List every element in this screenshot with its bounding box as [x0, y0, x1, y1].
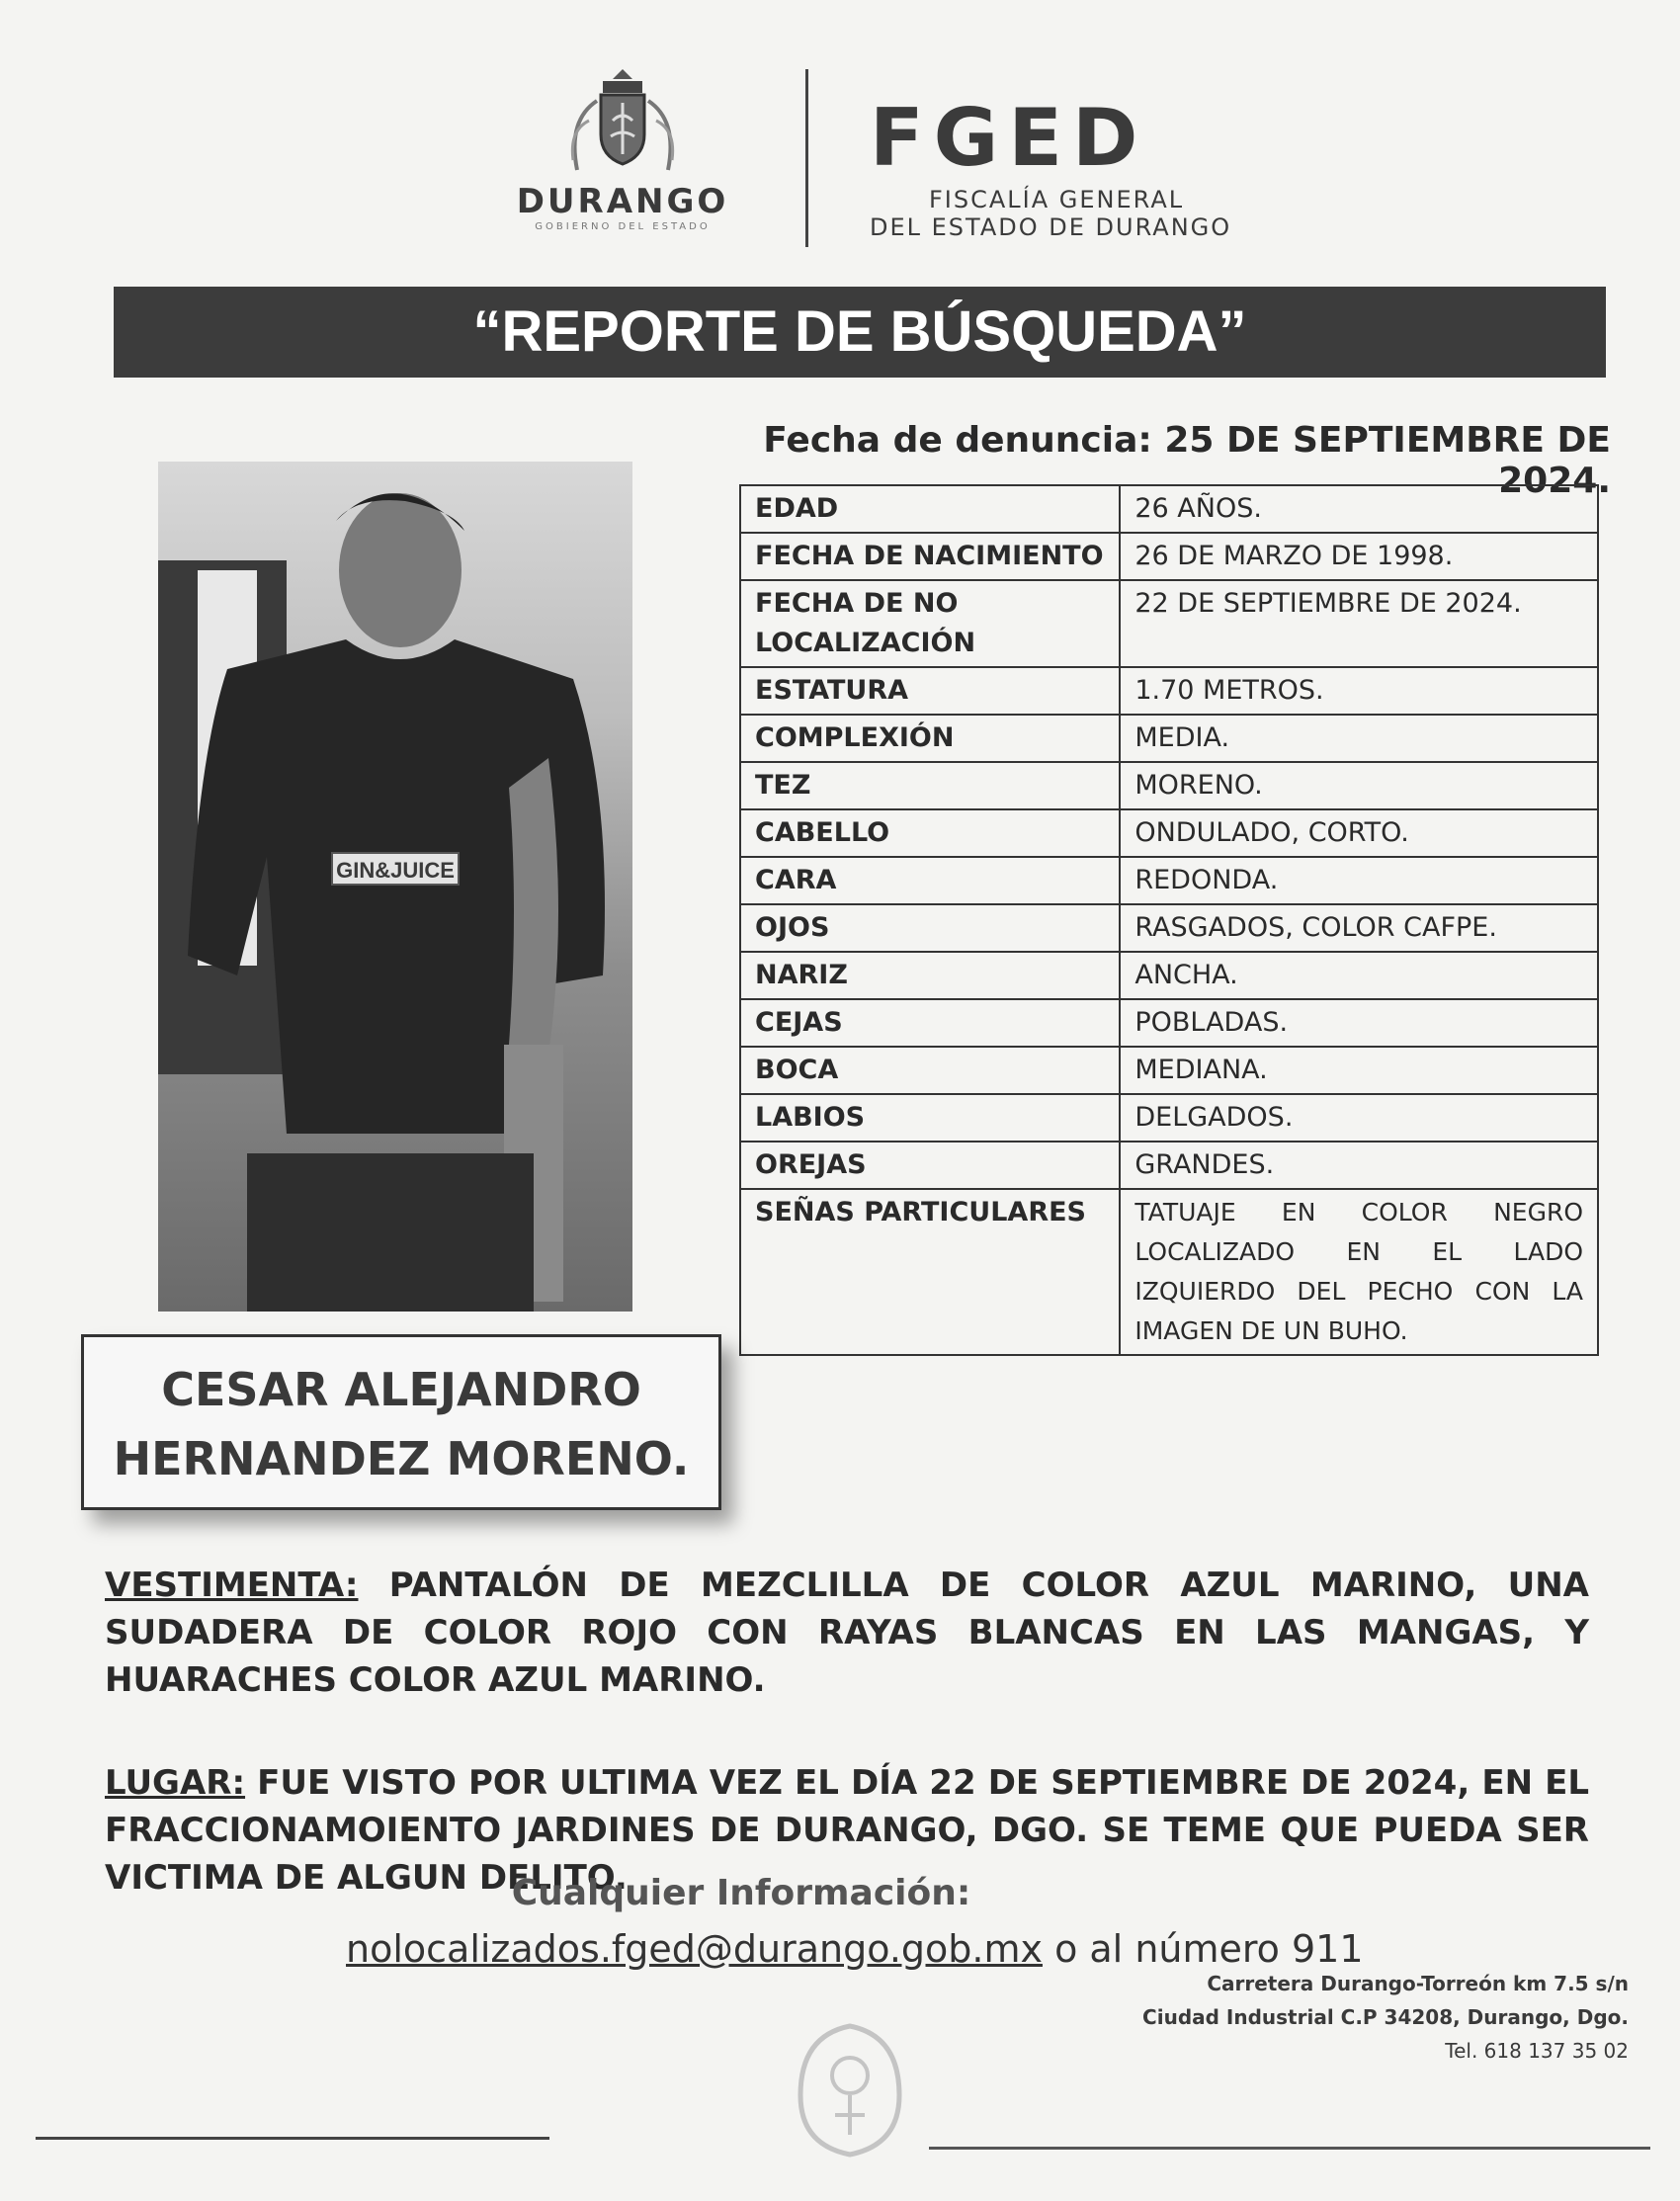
- footer-divider-left: [36, 2137, 549, 2140]
- row-value: REDONDA.: [1120, 857, 1598, 904]
- row-value: RASGADOS, COLOR CAFPE.: [1120, 904, 1598, 952]
- address-phone: Tel. 618 137 35 02: [1445, 2039, 1629, 2063]
- row-value: 1.70 METROS.: [1120, 667, 1598, 715]
- row-value: MEDIA.: [1120, 715, 1598, 762]
- row-value: GRANDES.: [1120, 1142, 1598, 1189]
- contact-line: [346, 1927, 1364, 1971]
- row-value: 26 DE MARZO DE 1998.: [1120, 533, 1598, 580]
- table-row: [740, 1047, 1598, 1094]
- table-row: [740, 580, 1598, 667]
- row-label: CARA: [740, 857, 1120, 904]
- contact-phone-text: o al número 911: [1054, 1927, 1364, 1971]
- fged-subtitle-line1: FISCALÍA GENERAL: [929, 186, 1185, 213]
- row-label: BOCA: [740, 1047, 1120, 1094]
- report-banner: “REPORTE DE BÚSQUEDA”: [114, 287, 1606, 378]
- row-value: TATUAJE EN COLOR NEGRO LOCALIZADO EN EL LADO IZQUIERDO DEL PECHO CON LA IMAGEN DE UN BUHO.: [1120, 1189, 1598, 1355]
- description-table: [739, 484, 1599, 1356]
- name-line-1: CESAR ALEJANDRO: [161, 1363, 641, 1416]
- row-label: SEÑAS PARTICULARES: [740, 1189, 1120, 1355]
- clothing-text: PANTALÓN DE MEZCLILLA DE COLOR AZUL MARINO, UNA SUDADERA DE COLOR ROJO CON RAYAS BLANCAS EN LAS MANGAS, Y HUARACHES COLOR AZUL MARINO.: [105, 1566, 1589, 1700]
- table-row: [740, 533, 1598, 580]
- table-row: [740, 904, 1598, 952]
- footer-divider-right: [929, 2147, 1650, 2150]
- table-row: [740, 857, 1598, 904]
- table-row: [740, 485, 1598, 533]
- row-label: COMPLEXIÓN: [740, 715, 1120, 762]
- table-row: [740, 952, 1598, 999]
- watermark-seal: [781, 2016, 919, 2164]
- fged-title: FGED: [870, 92, 1148, 184]
- table-row: [740, 809, 1598, 857]
- table-row: [740, 1189, 1598, 1355]
- row-label: FECHA DE NO LOCALIZACIÓN: [740, 580, 1120, 667]
- row-value: DELGADOS.: [1120, 1094, 1598, 1142]
- row-value: ANCHA.: [1120, 952, 1598, 999]
- row-label: FECHA DE NACIMIENTO: [740, 533, 1120, 580]
- header-divider: [805, 69, 808, 247]
- row-label: OJOS: [740, 904, 1120, 952]
- row-value: 22 DE SEPTIEMBRE DE 2024.: [1120, 580, 1598, 667]
- shirt-print: GIN&JUICE: [331, 852, 460, 886]
- table-row: [740, 667, 1598, 715]
- durango-subtitle: GOBIERNO DEL ESTADO: [535, 221, 711, 232]
- table-row: [740, 999, 1598, 1047]
- contact-title: Cualquier Información:: [511, 1873, 971, 1913]
- table-row: [740, 1094, 1598, 1142]
- person-photo: [158, 462, 632, 1312]
- table-row: [740, 762, 1598, 809]
- row-value: MEDIANA.: [1120, 1047, 1598, 1094]
- durango-logo: [474, 61, 771, 249]
- table-row: [740, 1142, 1598, 1189]
- fged-logo: [870, 92, 1265, 241]
- row-value: ONDULADO, CORTO.: [1120, 809, 1598, 857]
- row-label: EDAD: [740, 485, 1120, 533]
- person-name-box: [81, 1334, 721, 1510]
- place-heading: LUGAR:: [105, 1763, 246, 1803]
- row-label: CEJAS: [740, 999, 1120, 1047]
- row-label: ESTATURA: [740, 667, 1120, 715]
- seal-crest-icon: [781, 2016, 919, 2164]
- clothing-paragraph: [105, 1562, 1589, 1704]
- address-line-2: Ciudad Industrial C.P 34208, Durango, Dgo.: [1142, 2005, 1629, 2029]
- row-label: NARIZ: [740, 952, 1120, 999]
- row-value: 26 AÑOS.: [1120, 485, 1598, 533]
- address-line-1: Carretera Durango-Torreón km 7.5 s/n: [1207, 1972, 1629, 1995]
- place-text: FUE VISTO POR ULTIMA VEZ EL DÍA 22 DE SEPTIEMBRE DE 2024, EN EL FRACCIONAMOIENTO JARDINES DE DURANGO, DGO. SE TEME QUE PUEDA SER VICTIMA DE ALGUN DELITO.: [105, 1763, 1589, 1898]
- office-address: [1142, 1967, 1629, 2068]
- clothing-heading: VESTIMENTA:: [105, 1566, 359, 1605]
- fged-subtitle-line2: DEL ESTADO DE DURANGO: [870, 213, 1232, 241]
- complaint-date: Fecha de denuncia: 25 DE SEPTIEMBRE DE 2024.: [763, 420, 1611, 501]
- row-label: LABIOS: [740, 1094, 1120, 1142]
- row-value: POBLADAS.: [1120, 999, 1598, 1047]
- row-label: TEZ: [740, 762, 1120, 809]
- row-label: OREJAS: [740, 1142, 1120, 1189]
- row-label: CABELLO: [740, 809, 1120, 857]
- contact-email-link[interactable]: nolocalizados.fged@durango.gob.mx: [346, 1927, 1043, 1971]
- row-value: MORENO.: [1120, 762, 1598, 809]
- durango-wordmark: DURANGO: [516, 182, 729, 221]
- name-line-2: HERNANDEZ MORENO.: [113, 1432, 690, 1485]
- durango-crest-icon: [553, 61, 692, 180]
- table-row: [740, 715, 1598, 762]
